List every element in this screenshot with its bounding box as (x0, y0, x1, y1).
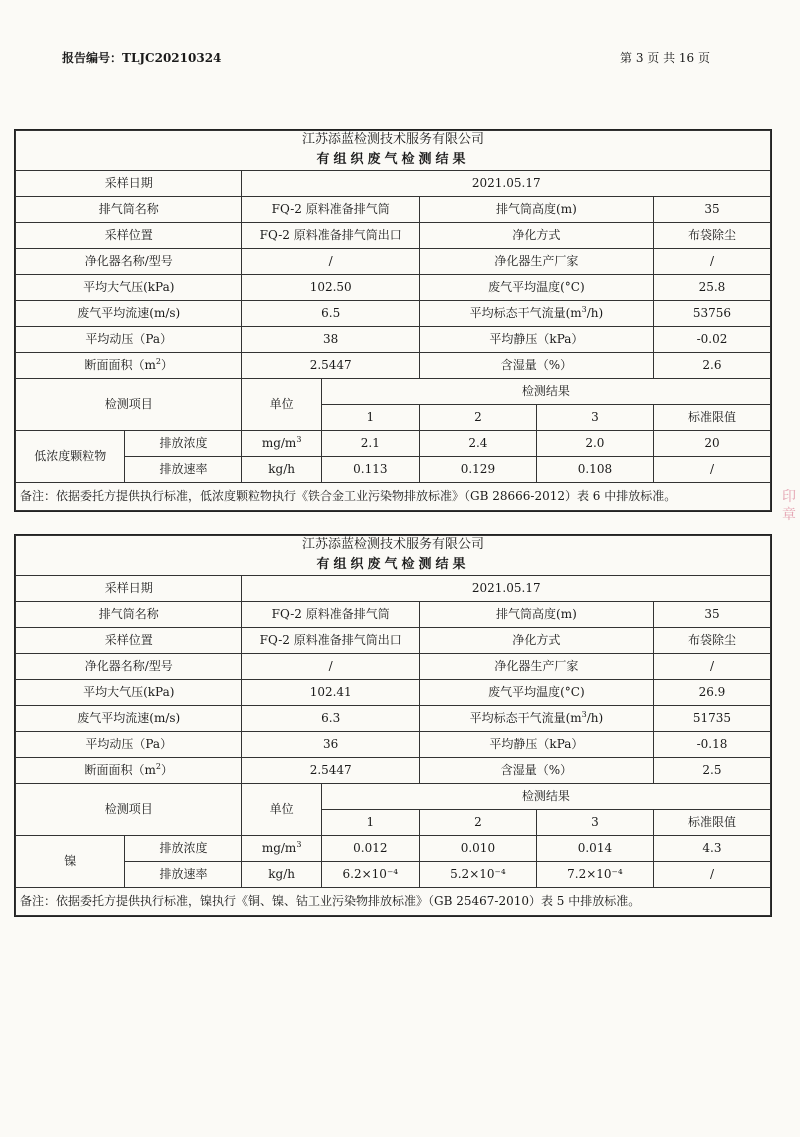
area-label (16, 758, 242, 784)
static-pressure-label: 平均静压（kPa） (419, 732, 653, 758)
manufacturer-value: / (653, 249, 770, 275)
rate-label: 排放速率 (125, 862, 242, 888)
dyn-pressure-label: 平均动压（Pa） (16, 327, 242, 353)
report-number-label: 报告编号： (62, 51, 123, 65)
purifier-model-label: 净化器名称/型号 (16, 249, 242, 275)
rate-unit: kg/h (242, 862, 321, 888)
sampling-date-value: 2021.05.17 (242, 171, 771, 197)
rate-value-2: 0.129 (419, 457, 536, 483)
dyn-pressure-value: 38 (242, 327, 419, 353)
moisture-label: 含湿量（%） (419, 353, 653, 379)
area-label-pre: 断面面积（m (84, 358, 156, 373)
result-col-1: 1 (321, 810, 419, 836)
stack-height-label: 排气筒高度(m) (419, 197, 653, 223)
results-header: 检测结果 (321, 784, 770, 810)
area-value: 2.5447 (242, 758, 419, 784)
limit-header: 标准限值 (653, 810, 770, 836)
conc-label: 排放浓度 (125, 431, 242, 457)
remark-note: 备注：依据委托方提供执行标准，镍执行《铜、镍、钴工业污染物排放标准》（GB 25467-2010）表 5 中排放标准。 (16, 888, 771, 916)
stack-height-value: 35 (653, 602, 770, 628)
sampling-location-value: FQ-2 原料准备排气筒出口 (242, 628, 419, 654)
atm-pressure-value: 102.50 (242, 275, 419, 301)
area-label-sup: 2 (155, 762, 161, 772)
company-name: 江苏添蓝检测技术服务有限公司 (16, 131, 771, 151)
result-col-2: 2 (419, 810, 536, 836)
std-dry-flow-label-post: /h) (586, 711, 604, 726)
stack-height-label: 排气筒高度(m) (419, 602, 653, 628)
result-col-3: 3 (536, 405, 653, 431)
rate-unit: kg/h (242, 457, 321, 483)
limit-header: 标准限值 (653, 405, 770, 431)
conc-limit: 20 (653, 431, 770, 457)
purification-value: 布袋除尘 (653, 628, 770, 654)
std-dry-flow-label (419, 706, 653, 732)
conc-limit: 4.3 (653, 836, 770, 862)
flow-speed-value: 6.3 (242, 706, 419, 732)
purifier-model-label: 净化器名称/型号 (16, 654, 242, 680)
conc-unit-pre: mg/m (261, 436, 297, 451)
purification-label: 净化方式 (419, 223, 653, 249)
atm-pressure-value: 102.41 (242, 680, 419, 706)
flow-speed-value: 6.5 (242, 301, 419, 327)
report-number (62, 49, 221, 66)
purifier-model-value: / (242, 249, 419, 275)
stack-name-value: FQ-2 原料准备排气筒 (242, 197, 419, 223)
atm-pressure-label: 平均大气压(kPa) (16, 680, 242, 706)
area-value: 2.5447 (242, 353, 419, 379)
results-header: 检测结果 (321, 379, 770, 405)
sampling-date-label: 采样日期 (16, 171, 242, 197)
manufacturer-label: 净化器生产厂家 (419, 249, 653, 275)
rate-value-2: 5.2×10⁻⁴ (419, 862, 536, 888)
rate-limit: / (653, 862, 770, 888)
report-title: 有组织废气检测结果 (16, 555, 771, 576)
sampling-location-label: 采样位置 (16, 223, 242, 249)
conc-value-1: 0.012 (321, 836, 419, 862)
conc-unit (242, 431, 321, 457)
rate-value-1: 6.2×10⁻⁴ (321, 862, 419, 888)
std-dry-flow-label-sup: 3 (581, 305, 587, 315)
std-dry-flow-value: 53756 (653, 301, 770, 327)
gas-temp-label: 废气平均温度(°C) (419, 680, 653, 706)
report-table-2 (14, 534, 772, 917)
conc-unit (242, 836, 321, 862)
result-col-1: 1 (321, 405, 419, 431)
flow-speed-label: 废气平均流速(m/s) (16, 301, 242, 327)
pollutant-name: 镍 (16, 836, 125, 888)
unit-header: 单位 (242, 379, 321, 431)
static-pressure-value: -0.18 (653, 732, 770, 758)
area-label-post: ） (160, 358, 173, 373)
static-pressure-value: -0.02 (653, 327, 770, 353)
rate-value-1: 0.113 (321, 457, 419, 483)
std-dry-flow-label-post: /h) (586, 306, 604, 321)
area-label-post: ） (160, 763, 173, 778)
area-label (16, 353, 242, 379)
sampling-date-label: 采样日期 (16, 576, 242, 602)
sampling-location-label: 采样位置 (16, 628, 242, 654)
purification-value: 布袋除尘 (653, 223, 770, 249)
rate-value-3: 0.108 (536, 457, 653, 483)
remark-note: 备注：依据委托方提供执行标准，低浓度颗粒物执行《铁合金工业污染物排放标准》（GB 28666-2012）表 6 中排放标准。 (16, 483, 771, 511)
std-dry-flow-label-pre: 平均标态干气流量(m (469, 711, 582, 726)
conc-value-1: 2.1 (321, 431, 419, 457)
stack-height-value: 35 (653, 197, 770, 223)
rate-limit: / (653, 457, 770, 483)
item-header: 检测项目 (16, 379, 242, 431)
dyn-pressure-label: 平均动压（Pa） (16, 732, 242, 758)
conc-value-3: 0.014 (536, 836, 653, 862)
pollutant-name: 低浓度颗粒物 (16, 431, 125, 483)
dyn-pressure-value: 36 (242, 732, 419, 758)
company-name: 江苏添蓝检测技术服务有限公司 (16, 536, 771, 556)
result-col-2: 2 (419, 405, 536, 431)
sampling-location-value: FQ-2 原料准备排气筒出口 (242, 223, 419, 249)
page-info: 第 3 页 共 16 页 (620, 51, 710, 65)
unit-header: 单位 (242, 784, 321, 836)
red-seal-stamp: 印 章 (782, 489, 796, 523)
stack-name-label: 排气筒名称 (16, 197, 242, 223)
flow-speed-label: 废气平均流速(m/s) (16, 706, 242, 732)
conc-label: 排放浓度 (125, 836, 242, 862)
stack-name-value: FQ-2 原料准备排气筒 (242, 602, 419, 628)
area-label-sup: 2 (155, 357, 161, 367)
conc-unit-sup: 3 (296, 840, 302, 850)
rate-value-3: 7.2×10⁻⁴ (536, 862, 653, 888)
report-table-1 (14, 129, 772, 512)
rate-label: 排放速率 (125, 457, 242, 483)
conc-value-2: 0.010 (419, 836, 536, 862)
gas-temp-label: 废气平均温度(°C) (419, 275, 653, 301)
stack-name-label: 排气筒名称 (16, 602, 242, 628)
report-title: 有组织废气检测结果 (16, 150, 771, 171)
area-label-pre: 断面面积（m (84, 763, 156, 778)
conc-value-3: 2.0 (536, 431, 653, 457)
conc-unit-sup: 3 (296, 435, 302, 445)
std-dry-flow-label-pre: 平均标态干气流量(m (469, 306, 582, 321)
conc-unit-pre: mg/m (261, 841, 297, 856)
manufacturer-value: / (653, 654, 770, 680)
gas-temp-value: 26.9 (653, 680, 770, 706)
moisture-value: 2.5 (653, 758, 770, 784)
moisture-label: 含湿量（%） (419, 758, 653, 784)
result-col-3: 3 (536, 810, 653, 836)
atm-pressure-label: 平均大气压(kPa) (16, 275, 242, 301)
sampling-date-value: 2021.05.17 (242, 576, 771, 602)
item-header: 检测项目 (16, 784, 242, 836)
conc-value-2: 2.4 (419, 431, 536, 457)
report-number-value: TLJC20210324 (122, 51, 222, 65)
manufacturer-label: 净化器生产厂家 (419, 654, 653, 680)
std-dry-flow-value: 51735 (653, 706, 770, 732)
std-dry-flow-label (419, 301, 653, 327)
std-dry-flow-label-sup: 3 (581, 710, 587, 720)
gas-temp-value: 25.8 (653, 275, 770, 301)
purifier-model-value: / (242, 654, 419, 680)
purification-label: 净化方式 (419, 628, 653, 654)
moisture-value: 2.6 (653, 353, 770, 379)
static-pressure-label: 平均静压（kPa） (419, 327, 653, 353)
